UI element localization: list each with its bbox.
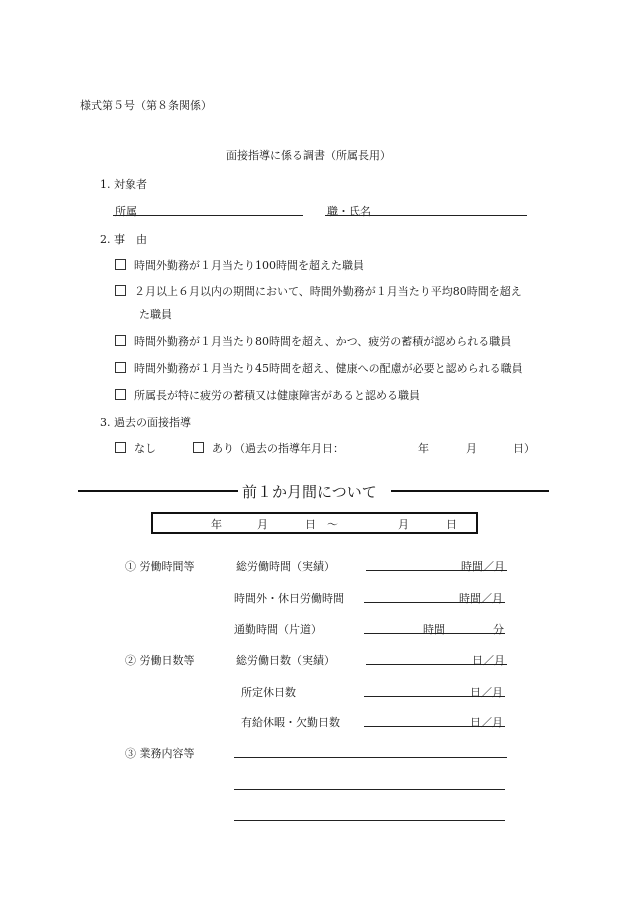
total-hours-label: 総労働時間（実績）	[236, 560, 335, 573]
work-content-label: ③ 業務内容等	[125, 747, 195, 760]
checkbox[interactable]	[193, 442, 204, 453]
option-label: 時間外勤務が１月当たり80時間を超え、かつ、疲労の蓄積が認められる職員	[134, 335, 512, 348]
divider-right	[391, 490, 549, 492]
section1-heading: 1. 対象者	[100, 178, 147, 191]
labor-time-label: ① 労働時間等	[125, 560, 195, 573]
reason-option-3[interactable]	[115, 333, 511, 349]
reason-option-1[interactable]	[115, 257, 364, 273]
commute-hours-unit: 時間	[423, 623, 445, 636]
section2-heading: 2. 事 由	[100, 233, 147, 246]
option-label: ２月以上６月以内の期間において、時間外勤務が１月当たり平均80時間を超え	[134, 285, 522, 298]
overtime-hours-unit: 時間／月	[459, 592, 503, 605]
reason-option-5[interactable]	[115, 387, 420, 403]
past-yes-option[interactable]	[193, 440, 344, 456]
checkbox[interactable]	[115, 362, 126, 373]
leave-days-label: 有給休暇・欠勤日数	[241, 716, 340, 729]
commute-minutes-unit: 分	[493, 623, 504, 636]
overtime-hours-label: 時間外・休日労働時間	[234, 592, 344, 605]
past-day-label: 日）	[513, 442, 535, 455]
name-field[interactable]	[325, 215, 527, 216]
leave-days-unit: 日／月	[470, 716, 503, 729]
past-month-label: 月	[466, 442, 477, 455]
work-content-line-1[interactable]	[234, 757, 507, 758]
checkbox[interactable]	[115, 259, 126, 270]
period-tilde: ～	[327, 518, 338, 531]
checkbox[interactable]	[115, 285, 126, 296]
checkbox[interactable]	[115, 335, 126, 346]
none-label: なし	[134, 442, 156, 455]
period-day: 日	[305, 518, 316, 531]
option-label-continued: た職員	[139, 308, 172, 321]
period-month-end: 月	[398, 518, 409, 531]
option-label: 所属長が特に疲労の蓄積又は健康障害があると認める職員	[134, 389, 420, 402]
name-label: 職・氏名	[327, 205, 371, 218]
period-day-end: 日	[446, 518, 457, 531]
form-number: 様式第５号（第８条関係）	[80, 99, 212, 112]
work-content-line-3[interactable]	[234, 820, 505, 821]
period-month: 月	[257, 518, 268, 531]
total-days-unit: 日／月	[472, 654, 505, 667]
reason-option-2[interactable]	[115, 283, 522, 299]
total-days-label: 総労働日数（実績）	[236, 654, 335, 667]
reason-option-4[interactable]	[115, 360, 523, 376]
affiliation-label: 所属	[115, 205, 137, 218]
section3-heading: 3. 過去の面接指導	[100, 416, 191, 429]
holidays-label: 所定休日数	[241, 686, 296, 699]
checkbox[interactable]	[115, 442, 126, 453]
total-hours-unit: 時間／月	[461, 560, 505, 573]
work-content-line-2[interactable]	[234, 789, 505, 790]
past-none-option[interactable]	[115, 440, 156, 456]
option-label: 時間外勤務が１月当たり45時間を超え、健康への配慮が必要と認められる職員	[134, 362, 523, 375]
period-heading: 前１か月間について	[242, 483, 377, 501]
yes-label: あり（過去の指導年月日：	[212, 442, 344, 455]
option-label: 時間外勤務が１月当たり100時間を超えた職員	[134, 259, 364, 272]
labor-days-label: ② 労働日数等	[125, 654, 195, 667]
affiliation-field[interactable]	[113, 215, 303, 216]
period-year: 年	[211, 518, 222, 531]
form-title: 面接指導に係る調書（所属長用）	[226, 149, 391, 162]
checkbox[interactable]	[115, 389, 126, 400]
past-year-label: 年	[418, 442, 429, 455]
holidays-unit: 日／月	[470, 686, 503, 699]
divider-left	[78, 490, 238, 492]
commute-time-label: 通勤時間（片道）	[234, 623, 322, 636]
